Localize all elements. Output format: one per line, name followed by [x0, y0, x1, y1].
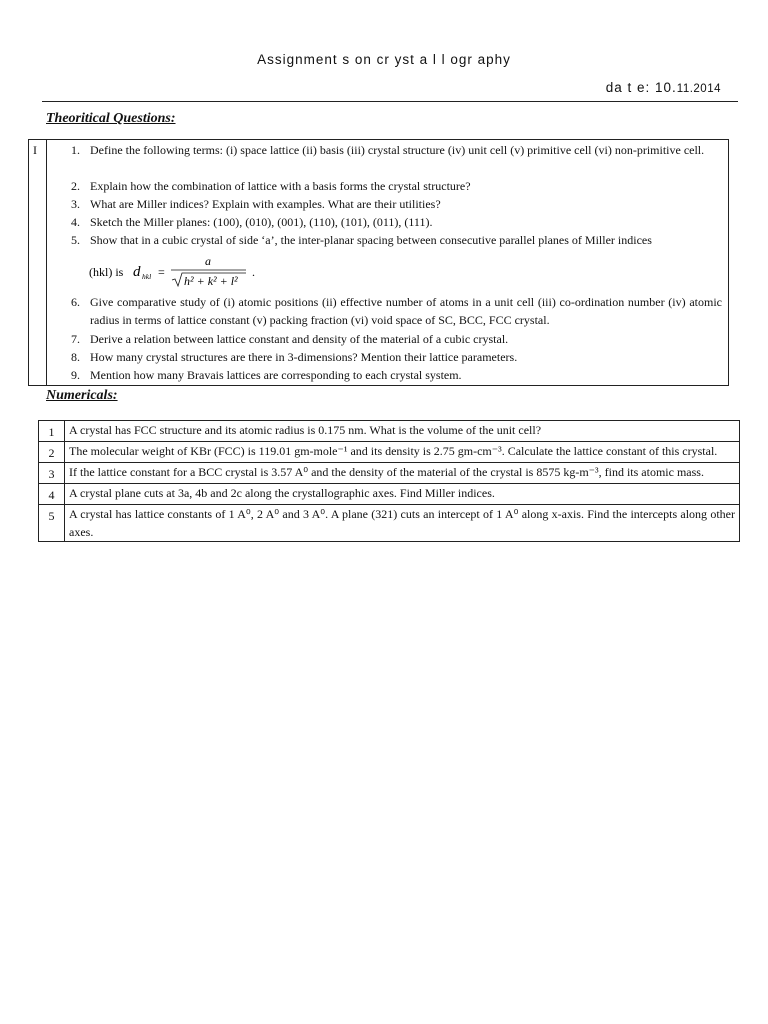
- problem-number: 1: [39, 421, 65, 442]
- formula-lhs-subscript: hkl: [142, 272, 152, 281]
- date-prefix: da t e: 10.: [605, 80, 677, 95]
- question-text: Derive a relation between lattice constant and density of the material of a cubic crystal.: [90, 332, 509, 346]
- question-number: 6.: [71, 295, 80, 309]
- question-number: 7.: [71, 332, 80, 346]
- problem-text: If the lattice constant for a BCC crystal is 3.57 A⁰ and the density of the material of the crystal is 8575 kg-m⁻³, find its atomic mass.: [65, 463, 740, 484]
- problem-text: A crystal has FCC structure and its atomic radius is 0.175 nm. What is the volume of the unit cell?: [65, 421, 740, 442]
- question-text: What are Miller indices? Explain with examples. What are their utilities?: [90, 197, 441, 211]
- question-text: Define the following terms: (i) space lattice (ii) basis (iii) crystal structure (iv) unit cell (v) primitive cell (vi) non-primitive cell.: [90, 143, 705, 157]
- formula-equals: =: [158, 265, 165, 279]
- formula-denominator: h² + k² + l²: [184, 274, 238, 288]
- formula-prefix: (hkl) is: [89, 265, 124, 279]
- numericals-table: [38, 420, 740, 542]
- question-text: Explain how the combination of lattice with a basis forms the crystal structure?: [90, 179, 471, 193]
- table-row: [39, 484, 740, 505]
- question-number: 2.: [71, 179, 80, 193]
- interplanar-spacing-formula: [89, 253, 289, 289]
- question-text: How many crystal structures are there in 3-dimensions? Mention their lattice parameters.: [90, 350, 518, 364]
- problem-number: 5: [39, 505, 65, 542]
- problem-number: 3: [39, 463, 65, 484]
- problem-number: 2: [39, 442, 65, 463]
- numericals-heading: Numericals:: [46, 388, 118, 403]
- question-text: Show that in a cubic crystal of side ‘a’, the inter-planar spacing between consecutive parallel planes of Miller indices: [90, 233, 652, 247]
- table-row: [39, 442, 740, 463]
- table-row: [39, 421, 740, 442]
- formula-suffix: .: [252, 265, 255, 279]
- question-number: 1.: [71, 143, 80, 157]
- roman-numeral: I: [33, 143, 37, 157]
- problem-text: A crystal has lattice constants of 1 A⁰, 2 A⁰ and 3 A⁰. A plane (321) cuts an intercept of 1 A⁰ along x-axis. Find the intercepts along other axes.: [65, 505, 740, 542]
- theory-heading: Theoritical Questions:: [46, 111, 176, 126]
- question-text: Sketch the Miller planes: (100), (010), (001), (110), (101), (011), (111).: [90, 215, 433, 229]
- question-text: Give comparative study of (i) atomic positions (ii) effective number of atoms in a unit cell (iii) co-ordination number (iv) atomic radius in terms of lattice constant (v) packing fraction (vi) void space of SC, BCC, FCC crystal.: [90, 295, 722, 327]
- column-divider: [46, 140, 47, 385]
- table-row: [39, 505, 740, 542]
- problem-text: A crystal plane cuts at 3a, 4b and 2c along the crystallographic axes. Find Miller indices.: [65, 484, 740, 505]
- problem-text: The molecular weight of KBr (FCC) is 119.01 gm-mole⁻¹ and its density is 2.75 gm-cm⁻³. Calculate the lattice constant of this crystal.: [65, 442, 740, 463]
- header-rule: [42, 101, 738, 102]
- question-number: 4.: [71, 215, 80, 229]
- question-number: 9.: [71, 368, 80, 382]
- question-number: 5.: [71, 233, 80, 247]
- question-text: Mention how many Bravais lattices are corresponding to each crystal system.: [90, 368, 462, 382]
- question-number: 3.: [71, 197, 80, 211]
- theory-questions-box: [28, 139, 729, 386]
- date-rest: 11.2014: [676, 83, 721, 95]
- document-title: Assignment s on cr yst a l l ogr aphy: [257, 52, 511, 67]
- date-line: [606, 80, 721, 95]
- table-row: [39, 463, 740, 484]
- problem-number: 4: [39, 484, 65, 505]
- formula-numerator: a: [205, 254, 211, 268]
- question-number: 8.: [71, 350, 80, 364]
- formula-lhs: d: [133, 264, 141, 280]
